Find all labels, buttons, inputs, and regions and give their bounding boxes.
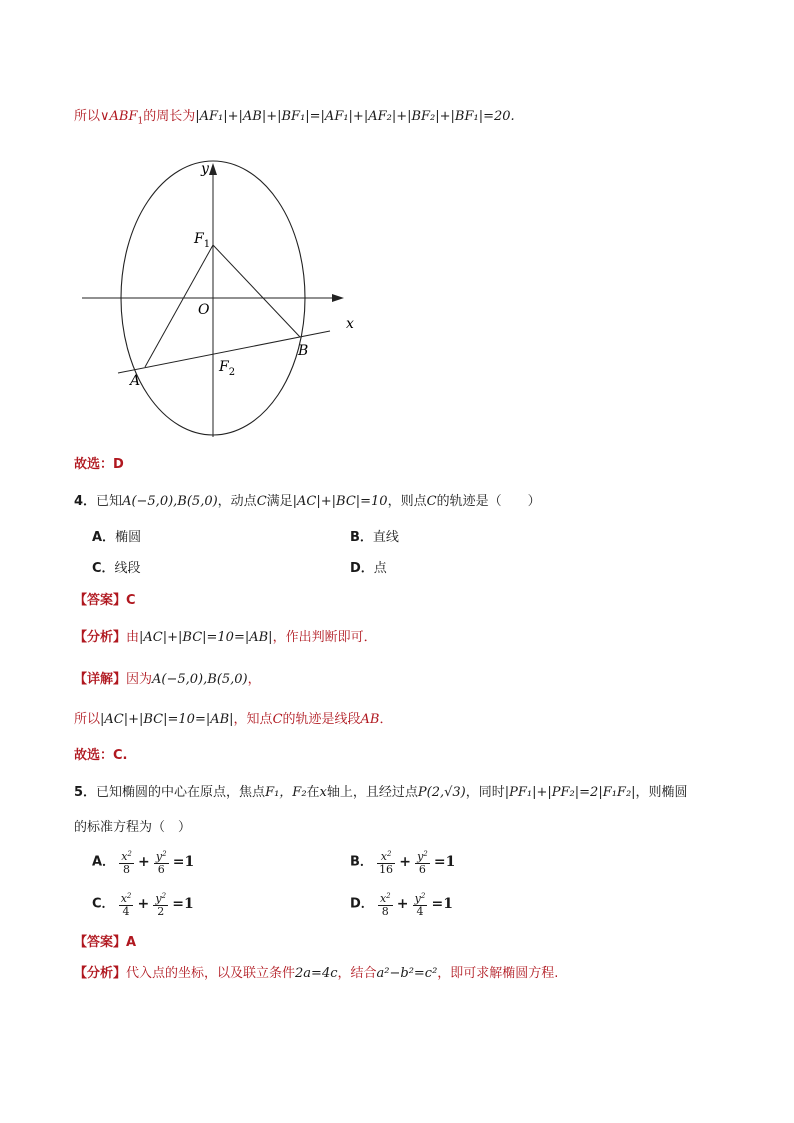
q5-number: 5． bbox=[74, 785, 97, 800]
q5-stem-text-2: 在 bbox=[306, 785, 320, 800]
q4-option-b-letter: B． bbox=[350, 530, 373, 545]
q5-analysis-text-3: ，即可求解椭圆方程. bbox=[437, 966, 559, 981]
ellipse-figure bbox=[70, 155, 360, 445]
q4-so-formula: |AC|+|BC|=10=|AB| bbox=[100, 712, 234, 727]
q4-so bbox=[74, 710, 393, 730]
triangle-symbol: ∨ bbox=[100, 109, 110, 124]
q4-detail-label: 【详解】 bbox=[74, 672, 127, 687]
q4-analysis-text-2: ，作出判断即可． bbox=[272, 630, 377, 645]
q4-option-b bbox=[350, 528, 399, 548]
q4-answer-value: C bbox=[126, 593, 136, 608]
q5-option-d-letter: D． bbox=[350, 896, 374, 912]
q5-option-c-letter: C． bbox=[92, 896, 115, 912]
q4-so-text-2: ，知点 bbox=[233, 712, 273, 727]
triangle-name: ABF bbox=[109, 109, 138, 124]
q5-analysis-rel: a²−b²=c² bbox=[376, 966, 438, 981]
q5-stem-text-3: 轴上，且经过点 bbox=[326, 785, 418, 800]
q5-option-a-frac-x: $\frac{x^2}{8}$ bbox=[121, 850, 132, 876]
q5-option-c-eq: =1 bbox=[172, 896, 194, 912]
q4-option-a-text: 椭圆 bbox=[115, 530, 142, 545]
triangle-sub: 1 bbox=[137, 116, 144, 127]
q5-option-a-frac-y: $\frac{y^2}{6}$ bbox=[155, 850, 167, 876]
q5-option-c-frac-x: $\frac{x^2}{4}$ bbox=[120, 892, 132, 918]
q5-option-d-frac-y: $\frac{y^2}{4}$ bbox=[414, 892, 426, 918]
q4-so-text-1: 所以 bbox=[74, 712, 101, 727]
q4-detail-points: A(−5,0),B(5,0) bbox=[152, 672, 248, 687]
q4-so-AB: AB bbox=[360, 712, 380, 727]
q5-option-a-letter: A． bbox=[92, 854, 116, 870]
q4-analysis-text-1: 由 bbox=[126, 630, 140, 645]
q5-option-b bbox=[350, 848, 455, 876]
segment-F1B bbox=[213, 245, 300, 337]
q5-stem-text-1: 已知椭圆的中心在原点，焦点 bbox=[96, 785, 266, 800]
q4-detail-text-2: ， bbox=[247, 672, 261, 687]
q4-point-C: C bbox=[256, 494, 267, 509]
label-B: B bbox=[298, 343, 309, 359]
q3-conclusion-mid: 的周长为 bbox=[143, 109, 196, 124]
q5-stem-text-4: ，同时 bbox=[465, 785, 505, 800]
q5-option-b-frac-x: $\frac{x^2}{16}$ bbox=[379, 850, 394, 876]
q5-option-c bbox=[92, 890, 194, 918]
q4-number: 4． bbox=[74, 494, 97, 509]
q5-condition: |PF₁|+|PF₂|=2|F₁F₂| bbox=[504, 785, 636, 800]
x-axis-arrow bbox=[332, 294, 344, 302]
q5-option-a-plus: + bbox=[138, 854, 150, 870]
q4-detail bbox=[74, 670, 261, 690]
q4-detail-text-1: 因为 bbox=[126, 672, 153, 687]
q4-analysis-label: 【分析】 bbox=[74, 630, 127, 645]
q5-stem bbox=[74, 783, 688, 803]
q4-option-c-text: 线段 bbox=[114, 561, 141, 576]
y-axis-arrow bbox=[209, 163, 217, 175]
q5-option-b-letter: B． bbox=[350, 854, 373, 870]
q4-point-C2: C bbox=[426, 494, 437, 509]
q4-final-answer: 故选：C. bbox=[74, 748, 128, 763]
q5-foci: F₁，F₂ bbox=[265, 785, 307, 800]
q4-stem-text-3: 满足 bbox=[266, 494, 293, 509]
q5-option-c-plus: + bbox=[137, 896, 150, 912]
q5-option-d-eq: =1 bbox=[431, 896, 453, 912]
q4-option-c bbox=[92, 559, 141, 579]
q4-option-d-letter: D． bbox=[350, 561, 374, 576]
q4-analysis-formula: |AC|+|BC|=10=|AB| bbox=[139, 630, 273, 645]
q5-stem-line2: 的标准方程为（ ） bbox=[74, 820, 192, 835]
q3-perimeter-formula: |AF₁|+|AB|+|BF₁|=|AF₁|+|AF₂|+|BF₂|+|BF₁|=20. bbox=[195, 109, 515, 124]
label-x: x bbox=[346, 316, 354, 332]
q4-option-a-letter: A． bbox=[92, 530, 116, 545]
q5-option-d bbox=[350, 890, 453, 918]
q5-option-b-eq: =1 bbox=[433, 854, 456, 870]
q4-stem-text-4: ，则点 bbox=[387, 494, 427, 509]
q4-answer bbox=[74, 591, 136, 611]
q5-option-a bbox=[92, 848, 194, 876]
q4-stem-text-1: 已知 bbox=[96, 494, 123, 509]
q4-option-d bbox=[350, 559, 387, 579]
q4-option-d-text: 点 bbox=[373, 561, 387, 576]
q5-axis-x: x bbox=[319, 785, 327, 800]
q5-analysis-text-1: 代入点的坐标，以及联立条件 bbox=[126, 966, 296, 981]
label-y: y bbox=[201, 161, 209, 177]
q4-option-a bbox=[92, 528, 141, 548]
q4-points: A(−5,0),B(5,0) bbox=[122, 494, 218, 509]
q5-analysis-label: 【分析】 bbox=[74, 966, 127, 981]
q5-point-P: P(2,√3) bbox=[417, 785, 466, 800]
q5-option-d-plus: + bbox=[396, 896, 409, 912]
label-A: A bbox=[130, 373, 141, 389]
q4-answer-label: 【答案】 bbox=[74, 593, 127, 608]
q4-so-C: C bbox=[272, 712, 283, 727]
q3-answer: 故选：D bbox=[74, 457, 124, 472]
q4-analysis bbox=[74, 628, 377, 648]
q4-stem bbox=[74, 492, 541, 512]
q4-condition: |AC|+|BC|=10 bbox=[292, 494, 388, 509]
label-F1: $F_1$ bbox=[194, 231, 211, 250]
q5-option-a-eq: =1 bbox=[172, 854, 195, 870]
label-O: O bbox=[198, 302, 210, 318]
q5-answer bbox=[74, 933, 136, 953]
q3-conclusion bbox=[74, 107, 515, 132]
label-F2: $F_2$ bbox=[219, 359, 236, 378]
q5-stem-text-5: ，则椭圆 bbox=[635, 785, 688, 800]
q5-analysis bbox=[74, 964, 558, 984]
q4-option-c-letter: C． bbox=[92, 561, 115, 576]
q5-analysis-cond: 2a=4c bbox=[295, 966, 338, 981]
q5-answer-value: A bbox=[126, 935, 137, 950]
q5-option-b-plus: + bbox=[399, 854, 411, 870]
q5-option-c-frac-y: $\frac{y^2}{2}$ bbox=[155, 892, 167, 918]
q3-conclusion-prefix: 所以 bbox=[74, 109, 101, 124]
q5-answer-label: 【答案】 bbox=[74, 935, 127, 950]
q4-stem-text-5: 的轨迹是（ ） bbox=[436, 494, 541, 509]
q4-so-text-4: ． bbox=[379, 712, 393, 727]
q4-option-b-text: 直线 bbox=[372, 530, 399, 545]
q5-option-b-frac-y: $\frac{y^2}{6}$ bbox=[417, 850, 428, 876]
q5-option-d-frac-x: $\frac{x^2}{8}$ bbox=[379, 892, 391, 918]
q4-so-text-3: 的轨迹是线段 bbox=[282, 712, 361, 727]
q5-analysis-text-2: ，结合 bbox=[337, 966, 377, 981]
q4-stem-text-2: ，动点 bbox=[217, 494, 257, 509]
